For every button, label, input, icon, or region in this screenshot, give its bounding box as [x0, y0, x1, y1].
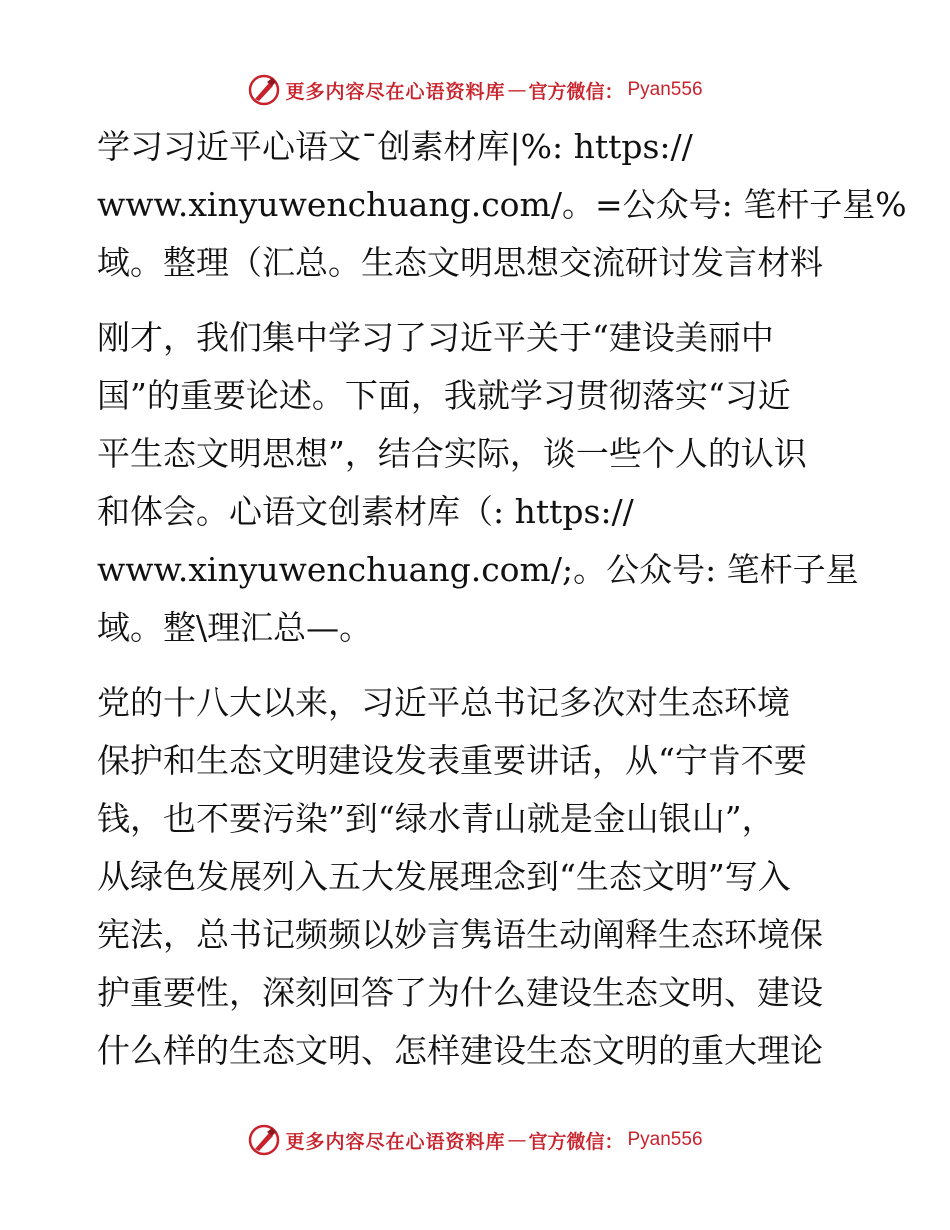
text-line: 党的十八大以来，习近平总书记多次对生态环境 [97, 683, 790, 722]
text-line: 平生态文明思想”，结合实际，谈一些个人的认识 [97, 434, 807, 473]
pen-logo-icon [247, 1123, 281, 1157]
banner-wechat-id: Pyan556 [627, 1129, 703, 1150]
text-line: 学习习近平心语文¯创素材库|%: https:// [97, 127, 693, 166]
pen-logo-icon [247, 73, 281, 107]
text-line: 什么样的生态文明、怎样建设生态文明的重大理论 [97, 1031, 823, 1070]
text-line: 刚才，我们集中学习了习近平关于“建设美丽中 [97, 318, 774, 357]
header-banner [0, 70, 950, 110]
banner-dash: — [507, 1129, 527, 1151]
text-line: 国”的重要论述。下面，我就学习贯彻落实“习近 [97, 376, 791, 415]
banner-dash: — [507, 79, 527, 101]
text-line: 护重要性，深刻回答了为什么建设生态文明、建设 [97, 973, 823, 1012]
text-line: 从绿色发展列入五大发展理念到“生态文明”写入 [97, 857, 791, 896]
banner-wechat-id: Pyan556 [627, 79, 703, 100]
banner-title: 更多内容尽在心语资料库 [285, 1130, 506, 1153]
text-line: 和体会。心语文创素材库（: https:// [97, 492, 634, 531]
text-line: www.xinyuwenchuang.com/。=公众号: 笔杆子星% [97, 185, 907, 224]
banner-official-label: 官方微信： [528, 80, 624, 103]
banner-title: 更多内容尽在心语资料库 [285, 80, 506, 103]
text-line: 钱，也不要污染”到“绿水青山就是金山银山”， [97, 799, 775, 838]
footer-banner [0, 1120, 950, 1160]
text-line: 保护和生态文明建设发表重要讲话，从“宁肯不要 [97, 741, 807, 780]
banner-official-label: 官方微信： [528, 1130, 624, 1153]
text-line: 域。整理（汇总。生态文明思想交流研讨发言材料 [97, 243, 823, 282]
text-line: www.xinyuwenchuang.com/;。公众号: 笔杆子星 [97, 550, 859, 589]
text-line: 域。整\理汇总—。 [97, 608, 373, 647]
text-line: 宪法，总书记频频以妙言隽语生动阐释生态环境保 [97, 915, 823, 954]
